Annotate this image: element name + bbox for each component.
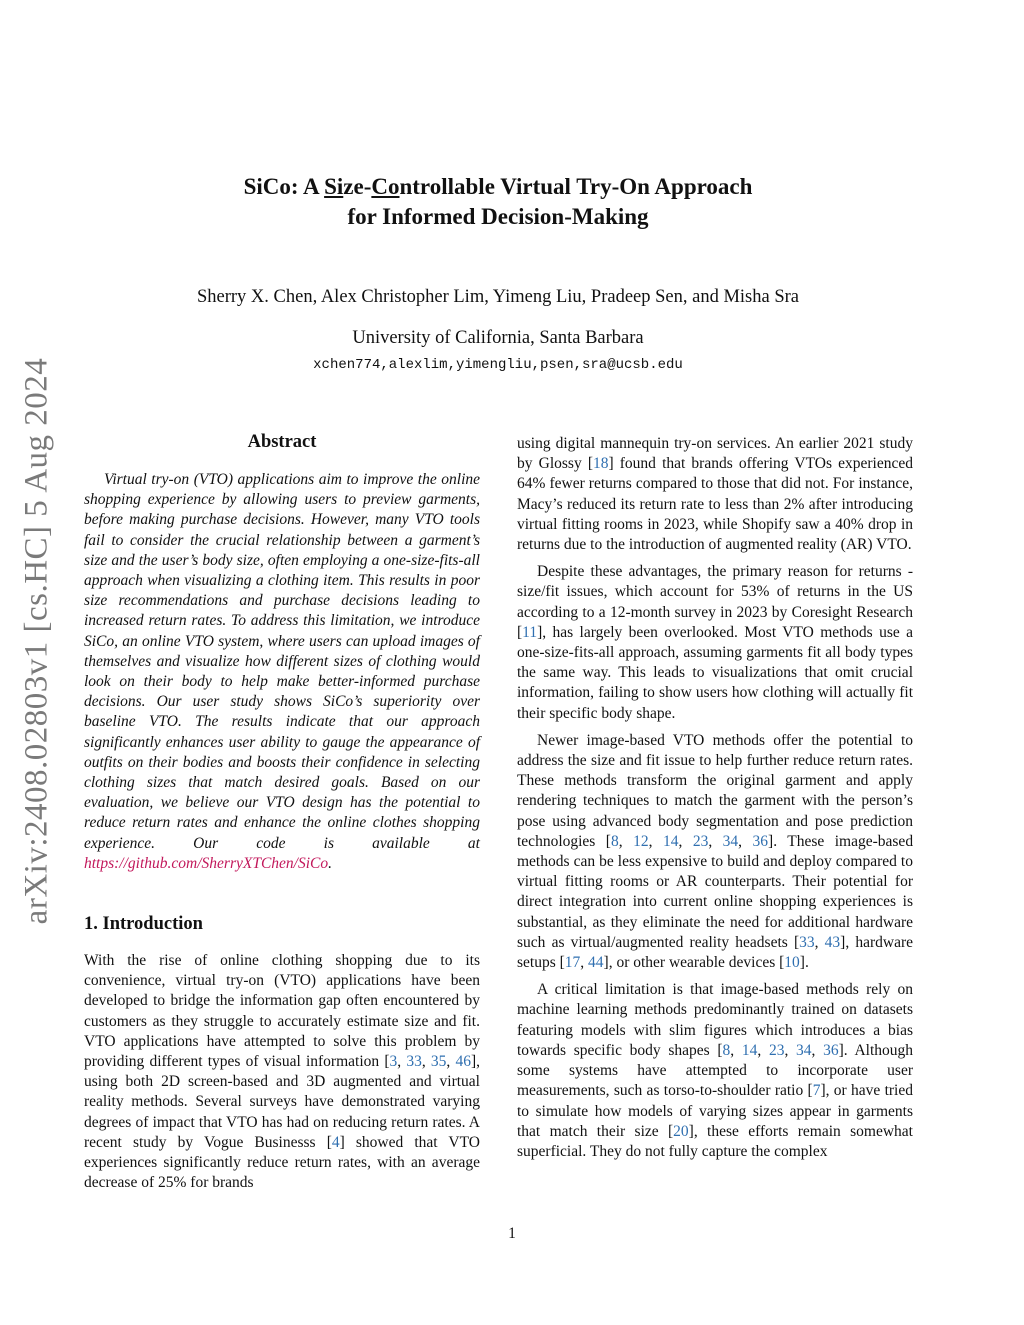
citation-link[interactable]: 46 bbox=[455, 1053, 471, 1071]
citation-link[interactable]: 14 bbox=[741, 1041, 758, 1059]
title-line-2: for Informed Decision-Making bbox=[347, 204, 649, 229]
author-list: Sherry X. Chen, Alex Christopher Lim, Yimeng Liu, Pradeep Sen, and Misha Sra bbox=[196, 287, 800, 307]
title-line-1: SiCo: A Size-Controllable Virtual Try-On Approach bbox=[243, 174, 753, 199]
citation-link[interactable]: 36 bbox=[823, 1041, 839, 1059]
code-link[interactable]: https://github.com/SherryXTChen/SiCo bbox=[84, 854, 329, 872]
citation-link[interactable]: 14 bbox=[662, 832, 679, 850]
paper-title bbox=[130, 172, 866, 232]
right-column bbox=[517, 434, 913, 1162]
citation-link[interactable]: 33 bbox=[799, 933, 815, 951]
body-paragraph: Despite these advantages, the primary reason for returns - size/fit issues, which account for 53% of returns in the US according to a 12-month survey in 2023 by Coresight Research [11], has largely been overlooked. Most VTO methods use a one-size-fits-all approach, assuming garments fit all body types the same way. This leads to visualizations that omit crucial information, failing to show users how clothing will actually fit their specific body shape. bbox=[517, 563, 913, 722]
citation-link[interactable]: 34 bbox=[722, 832, 739, 850]
author-emails: xchen774,alexlim,yimengliu,psen,sra@ucsb.edu bbox=[313, 357, 683, 373]
arxiv-identifier bbox=[16, 355, 58, 927]
citation-link[interactable]: 36 bbox=[752, 832, 769, 850]
body-paragraph: Newer image-based VTO methods offer the potential to address the size and fit issue to help further reduce return rates. These methods transform the original garment and apply rendering techniques to match the garment with the person’s pose using advanced body segmentation and pose prediction technologies [8, 12, 14, 23, 34, 36]. These image-based methods can be less expensive to build and deploy compared to virtual fitting rooms or AR counterparts. Their potential for direct integration into current online shopping experiences is substantial, as they eliminate the need for additional hardware such as virtual/augmented reality headsets [33, 43], hardware setups [17, 44], or other wearable devices [10]. bbox=[517, 731, 914, 972]
citation-link[interactable]: 3 bbox=[389, 1053, 398, 1071]
citation-link[interactable]: 43 bbox=[824, 933, 841, 951]
abstract-text: Virtual try-on (VTO) applications aim to improve the online shopping experience by allowing users to preview garments, before making purchase decisions. However, many VTO tools fail to consider the crucial relationship between a garment’s size and the user’s body size, often employing a one-size-fits-all approach when visualizing a clothing item. This results in poor size recommendations and purchase decisions leading to increased return rates. To address this limitation, we introduce SiCo, an online VTO system, where users can upload images of themselves and visualize how different sizes of clothing would look on their body to help make better-informed purchase decisions. Our user study shows SiCo’s superiority over baseline VTO. The results indicate that our approach significantly enhances user ability to gauge the appearance of outfits on their bodies and boosts their confidence in selecting clothing sizes that match desired goals. Based on our evaluation, we believe our VTO design has the potential to reduce return rates and enhance the online clothes shopping experience. Our code is available at https://github.com/SherryXTChen/SiCo. bbox=[84, 471, 480, 872]
introduction-heading: 1. Introduction bbox=[84, 914, 203, 935]
citation-link[interactable]: 18 bbox=[592, 455, 609, 473]
citation-link[interactable]: 35 bbox=[430, 1053, 447, 1071]
citation-link[interactable]: 4 bbox=[331, 1133, 340, 1151]
abstract-heading: Abstract bbox=[247, 432, 317, 452]
citation-link[interactable]: 23 bbox=[768, 1041, 785, 1059]
citation-link[interactable]: 7 bbox=[812, 1082, 821, 1100]
citation-link[interactable]: 17 bbox=[564, 954, 581, 972]
citation-link[interactable]: 11 bbox=[522, 623, 538, 641]
body-paragraph: using digital mannequin try-on services. An earlier 2021 study by Glossy [18] found that brands offering VTOs experienced 64% fewer returns compared to those that did not. For instance, Macy’s reduced its return rate to less than 2% after introducing virtual fitting rooms in 2023, while Shopify saw a 40% drop in returns due to the introduction of augmented reality (AR) VTO. bbox=[517, 435, 913, 554]
citation-link[interactable]: 23 bbox=[692, 832, 709, 850]
citation-link[interactable]: 12 bbox=[633, 832, 649, 850]
citation-link[interactable]: 33 bbox=[406, 1053, 422, 1071]
citation-link[interactable]: 8 bbox=[610, 832, 619, 850]
page-number: 1 bbox=[508, 1225, 516, 1242]
intro-paragraph: With the rise of online clothing shopping due to its convenience, virtual try-on (VTO) applications have been developed to bridge the information gap often encountered by customers as they struggle to accurately estimate size and fit. VTO applications have attempted to solve this problem by providing different types of visual information [3, 33, 35, 46], using both 2D screen-based and 3D augmented and virtual reality methods. Several surveys have demonstrated varying degrees of impact that VTO has had on reducing return rates. A recent study by Vogue Businesss [4] showed that VTO experiences significantly reduce return rates, with an average decrease of 25% for brands bbox=[84, 952, 481, 1192]
citation-link[interactable]: 20 bbox=[673, 1122, 689, 1140]
body-paragraph: A critical limitation is that image-based methods rely on machine learning methods predominantly trained on datasets featuring models with slim figures which introduces a bias towards specific body shapes [8, 14, 23, 34, 36]. Although some systems have attempted to incorporate user measurements, such as torso-to-shoulder ratio [7], or have tried to simulate how models of varying sizes appear in garments that match their size [20], these efforts remain somewhat superficial. They do not fully capture the complex bbox=[517, 981, 914, 1160]
citation-link[interactable]: 34 bbox=[796, 1041, 812, 1059]
citation-link[interactable]: 8 bbox=[722, 1041, 731, 1059]
left-column bbox=[84, 432, 480, 1194]
citation-link[interactable]: 44 bbox=[588, 954, 604, 972]
citation-link[interactable]: 10 bbox=[784, 954, 800, 972]
arxiv-identifier-text: arXiv:2408.02803v1 [cs.HC] 5 Aug 2024 bbox=[18, 357, 55, 925]
affiliation: University of California, Santa Barbara bbox=[352, 328, 644, 348]
